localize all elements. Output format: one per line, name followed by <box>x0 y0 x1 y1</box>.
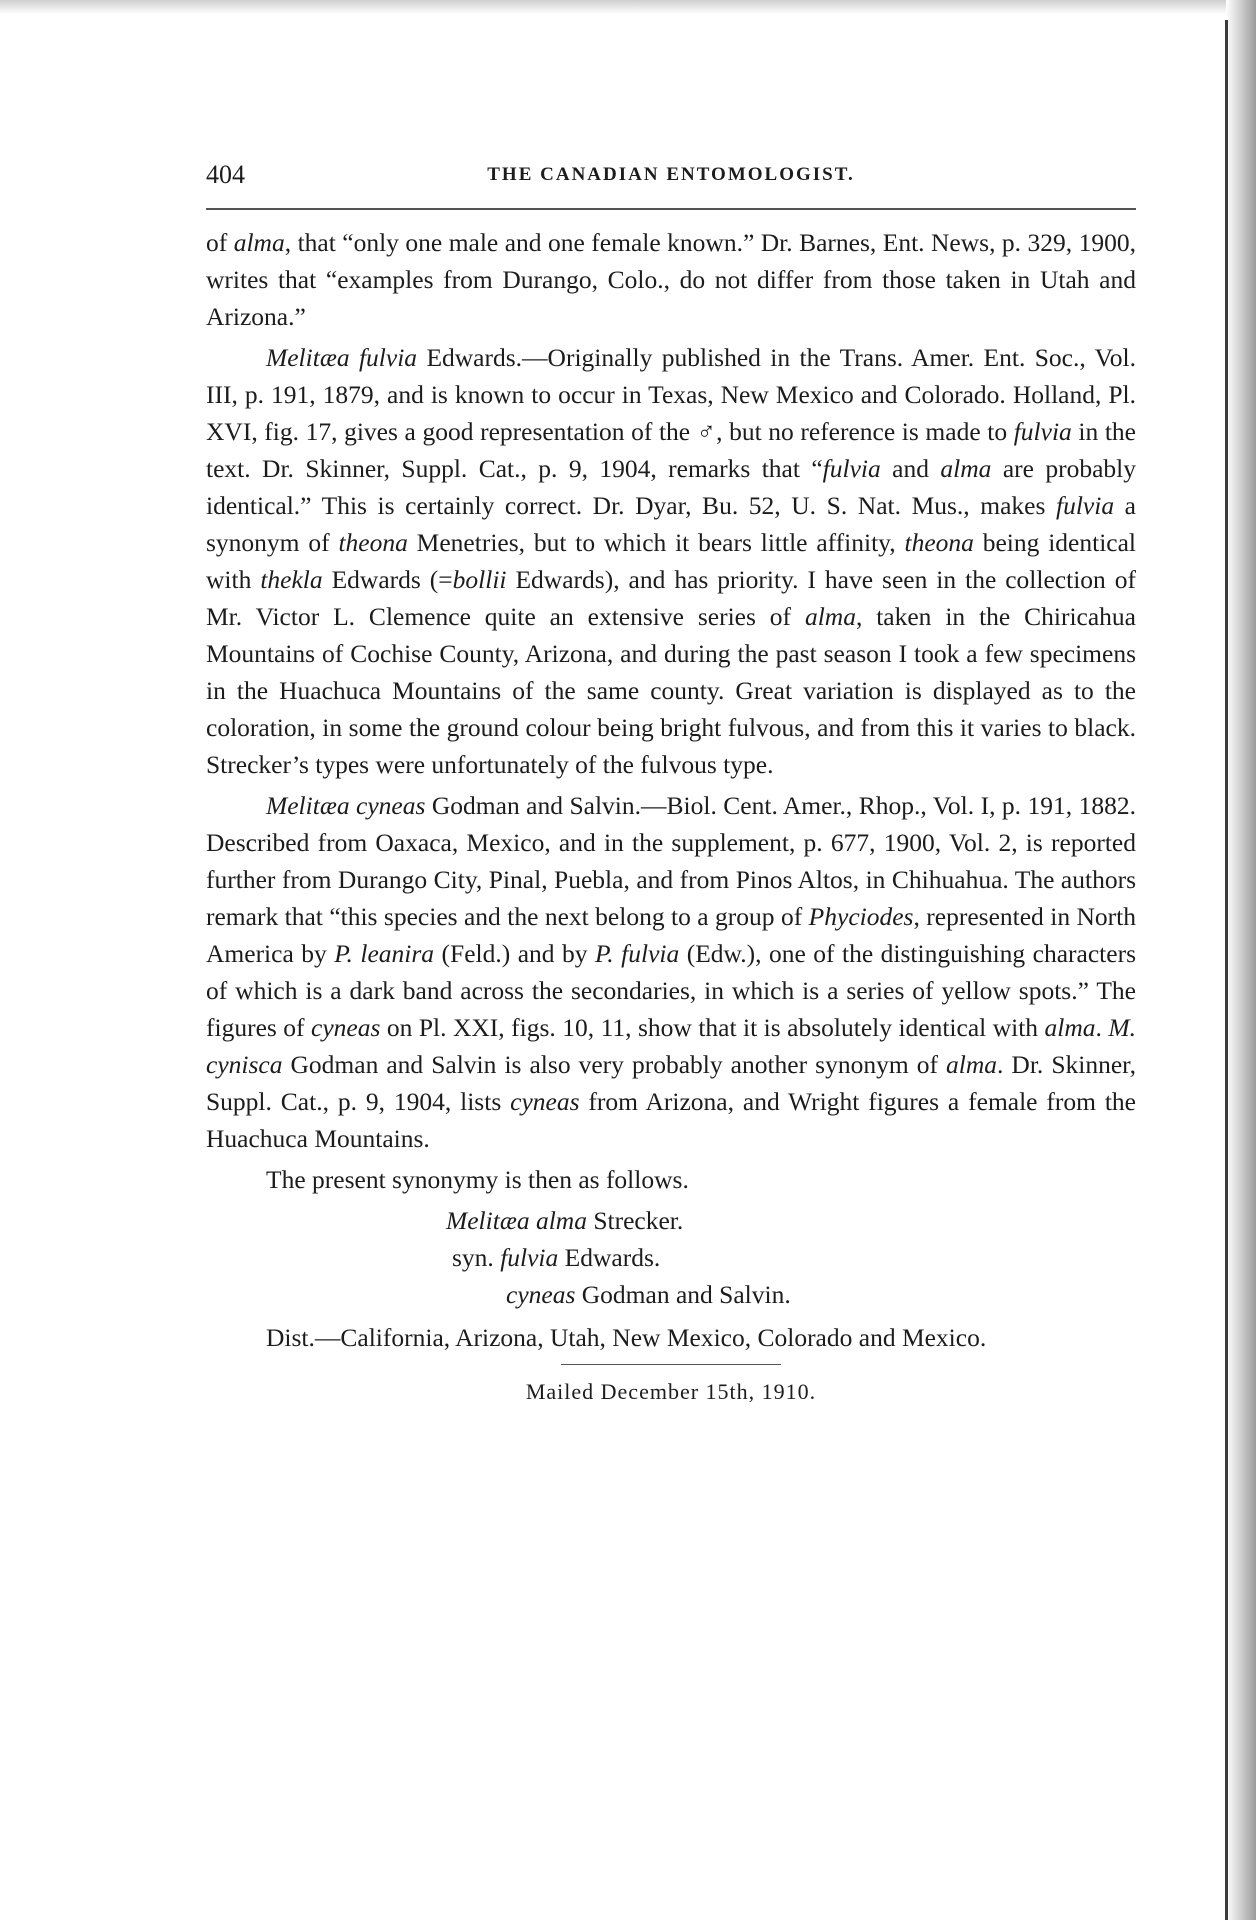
species-name: alma <box>1044 1013 1096 1042</box>
synonymy-line-syn <box>206 1239 1136 1276</box>
text-run: Edwards), and has priority. I have seen in the collection of Mr. Victor L. Clemence quite an extensive series of <box>206 565 1136 631</box>
text-run: Godman and Salvin.—Biol. Cent. Amer., Rhop., Vol. I, p. 191, 1882. Described from Oaxaca, Mexico, and in the supplement, p. 677, 1900, Vol. 2, is reported further from Durango City, Pinal, Puebla, and from Pinos Altos, in Chihuahua. The authors remark that “this species and the next belong to a group of <box>206 791 1136 931</box>
species-name: alma <box>233 228 285 257</box>
text-run: Godman and Salvin is also very probably another synonym of <box>282 1050 946 1079</box>
page-binding-line <box>1225 20 1228 1920</box>
species-name: theona <box>904 528 974 557</box>
species-name: theona <box>338 528 408 557</box>
text-run: of <box>206 228 234 257</box>
species-name: fulvia <box>822 454 881 483</box>
text-run: on Pl. XXI, figs. 10, 11, show that it is absolutely identical with <box>380 1013 1045 1042</box>
species-name: P. leanira <box>334 939 435 968</box>
species-name: fulvia <box>1013 417 1072 446</box>
mailed-date: Mailed December 15th, 1910. <box>525 1379 817 1404</box>
author-name: Strecker. <box>586 1206 684 1235</box>
species-name: M. cynisca <box>206 1013 1137 1079</box>
paragraph-melitaea-fulvia <box>206 339 1136 783</box>
distribution-line: Dist.—California, Arizona, Utah, New Mexico, Colorado and Mexico. <box>266 1323 987 1352</box>
text-run: (Edw.), one of the distinguishing characters of which is a dark band across the secondaries, in which is a series of yellow spots.” The figures of <box>206 939 1136 1042</box>
text-run: . Dr. Skinner, Suppl. Cat., p. 9, 1904, lists <box>206 1050 1136 1116</box>
synonymy-line-valid-name <box>206 1202 1136 1239</box>
article-body <box>206 224 1136 1410</box>
text-run: are probably identical.” This is certainly correct. Dr. Dyar, Bu. 52, U. S. Nat. Mus., makes <box>206 454 1137 520</box>
species-heading: Melitæa cyneas <box>266 791 426 820</box>
running-title: THE CANADIAN ENTOMOLOGIST. <box>487 164 855 185</box>
text-run: Edwards.—Originally published in the Trans. Amer. Ent. Soc., Vol. III, p. 191, 1879, and is known to occur in Texas, New Mexico and Colorado. Holland, Pl. XVI, fig. 17, gives a good representation of the ♂, but no reference is made to <box>206 343 1136 446</box>
paragraph-synonymy-intro: The present synonymy is then as follows. <box>266 1165 689 1194</box>
page-top-shadow <box>0 0 1256 14</box>
text-run: being identical with <box>206 528 1137 594</box>
synonymy-line-syn <box>206 1276 1136 1313</box>
synonymy-list <box>206 1202 1136 1313</box>
species-name: P. fulvia <box>595 939 680 968</box>
end-rule <box>561 1364 781 1365</box>
text-run: . <box>1095 1013 1109 1042</box>
author-name: Edwards. <box>558 1243 661 1272</box>
page-number: 404 <box>206 160 245 189</box>
species-name: fulvia <box>1056 491 1115 520</box>
species-name: cyneas <box>506 1280 576 1309</box>
header-rule <box>206 208 1136 210</box>
page-header <box>206 160 1136 200</box>
species-name: alma <box>804 602 856 631</box>
text-run: Menetries, but to which it bears little affinity, <box>407 528 905 557</box>
species-name: cyneas <box>311 1013 381 1042</box>
text-run: from Arizona, and Wright figures a female from the Huachuca Mountains. <box>206 1087 1137 1153</box>
page-right-edge-shadow <box>1226 0 1256 1920</box>
paragraph-alma-records <box>206 224 1136 335</box>
text-run: , that “only one male and one female known.” Dr. Barnes, Ent. News, p. 329, 1900, writes that “examples from Durango, Colo., do not differ from those taken in Utah and Arizona.” <box>206 228 1136 331</box>
species-name: Melitæa alma <box>446 1206 587 1235</box>
species-name: cyneas <box>510 1087 580 1116</box>
species-name: fulvia <box>500 1243 559 1272</box>
text-run: , taken in the Chiricahua Mountains of Cochise County, Arizona, and during the past season I took a few specimens in the Huachuca Mountains of the same county. Great variation is displayed as to the coloration, in some the ground colour being bright fulvous, and from this it varies to black. Strecker’s types were unfortunately of the fulvous type. <box>206 602 1136 779</box>
species-name: alma <box>940 454 992 483</box>
syn-prefix: syn. <box>452 1243 501 1272</box>
text-run: a synonym of <box>206 491 1136 557</box>
text-run: in the text. Dr. Skinner, Suppl. Cat., p. 9, 1904, remarks that “ <box>206 417 1136 483</box>
text-run: , represented in North America by <box>206 902 1136 968</box>
species-name: bollii <box>452 565 507 594</box>
species-name: thekla <box>260 565 323 594</box>
paragraph-melitaea-cyneas <box>206 787 1136 1157</box>
text-run: and <box>880 454 941 483</box>
species-name: alma <box>945 1050 997 1079</box>
species-heading: Melitæa fulvia <box>266 343 418 372</box>
genus-name: Phyciodes <box>808 902 914 931</box>
author-name: Godman and Salvin. <box>575 1280 791 1309</box>
text-run: Edwards (= <box>322 565 453 594</box>
text-run: (Feld.) and by <box>434 939 595 968</box>
